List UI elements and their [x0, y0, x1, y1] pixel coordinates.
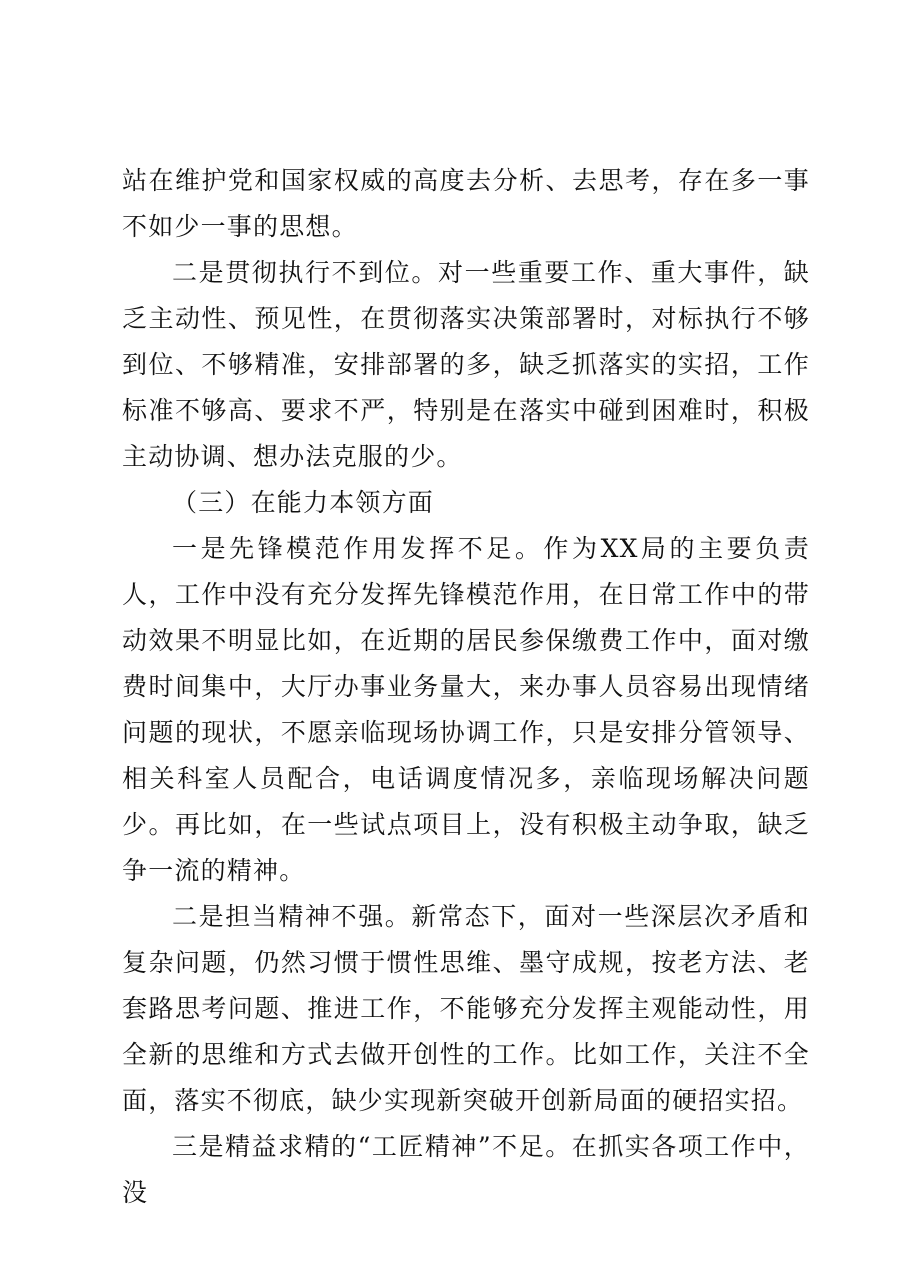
- paragraph-continuation: 站在维护党和国家权威的高度去分析、去思考，存在多一事不如少一事的思想。: [122, 166, 810, 241]
- paragraph-vanguard-role: 一是先锋模范作用发挥不足。作为XX局的主要负责人，工作中没有充分发挥先锋模范作用，在日常工作中的带动效果不明显比如，在近期的居民参保缴费工作中，面对缴费时间集中，大厅办事业务量大，来办事人员容易出现情绪问题的现状，不愿亲临现场协调工作，只是安排分管领导、相关科室人员配合，电话调度情况多，亲临现场解决问题少。再比如，在一些试点项目上，没有积极主动争取，缺乏争一流的精神。: [122, 534, 810, 885]
- document-body: [122, 158, 810, 1216]
- section-heading-ability: （三）在能力本领方面: [172, 488, 435, 517]
- paragraph-implementation: 二是贯彻执行不到位。对一些重要工作、重大事件，缺乏主动性、预见性，在贯彻落实决策部署时，对标执行不够到位、不够精准，安排部署的多，缺乏抓落实的实招，工作标准不够高、要求不严，特别是在落实中碰到困难时，积极主动协调、想办法克服的少。: [122, 258, 810, 471]
- paragraph-craftsman-spirit: 三是精益求精的“工匠精神”不足。在抓实各项工作中，没: [122, 1132, 810, 1207]
- paragraph-responsibility: 二是担当精神不强。新常态下，面对一些深层次矛盾和复杂问题，仍然习惯于惯性思维、墨守成规，按老方法、老套路思考问题、推进工作，不能够充分发挥主观能动性，用全新的思维和方式去做开创性的工作。比如工作，关注不全面，落实不彻底，缺少实现新突破开创新局面的硬招实招。: [122, 902, 810, 1115]
